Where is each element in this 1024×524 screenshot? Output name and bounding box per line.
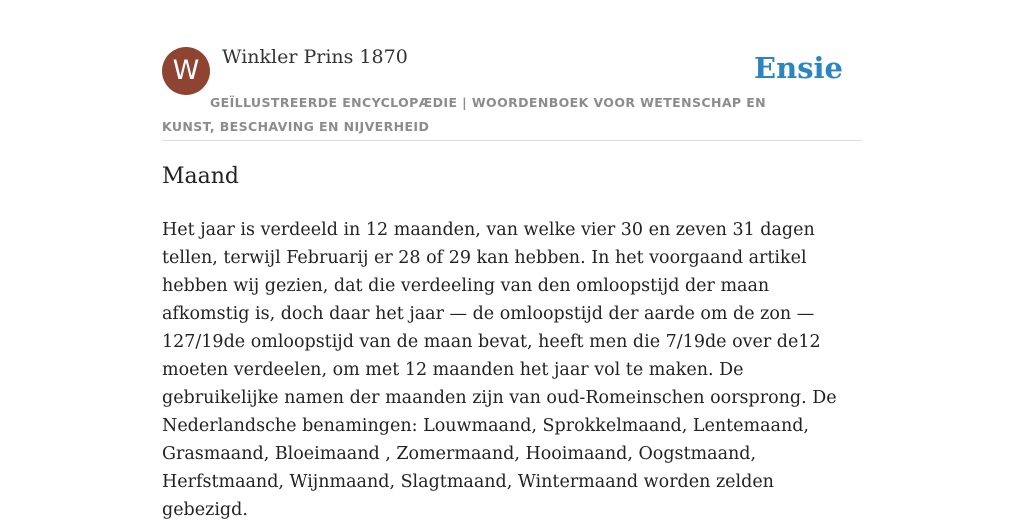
source-header	[162, 46, 862, 141]
entry-body: Het jaar is verdeeld in 12 maanden, van welke vier 30 en zeven 31 dagen tellen, terwijl Februarij er 28 of 29 kan hebben. In het voorgaand artikel hebben wij gezien, dat die verdeeling van den omloopstijd der maan afkomstig is, doch daar het jaar — de omloopstijd der aarde om de zon — 127/19de omloopstijd van de maan bevat, heeft men die 7/19de over de12 moeten verdeelen, om met 12 maanden het jaar vol te maken. De gebruikelijke namen der maanden zijn van oud-Romeinschen oorsprong. De Nederlandsche benamingen: Louwmaand, Sprokkelmaand, Lentemaand, Grasmaand, Bloeimaand , Zomermaand, Hooimaand, Oogstmaand, Herfstmaand, Wijnmaand, Slagtmaand, Wintermaand worden zelden gebezigd.	[162, 220, 837, 520]
ensie-logo-link[interactable]: Ensie	[754, 51, 843, 85]
source-avatar[interactable]: W	[162, 47, 210, 95]
entry-title: Maand	[162, 164, 240, 189]
source-title[interactable]: Winkler Prins 1870	[222, 46, 408, 68]
source-subtitle: GEÏLLUSTREERDE ENCYCLOPÆDIE | WOORDENBOEK VOOR WETENSCHAP EN KUNST, BESCHAVING EN NIJVERHEID	[162, 95, 767, 134]
